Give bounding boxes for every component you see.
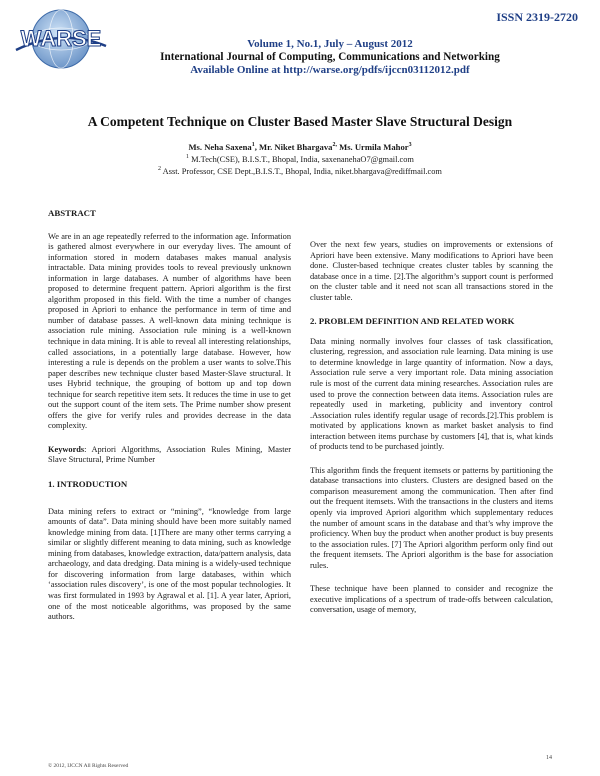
introduction-heading: 1. INTRODUCTION: [48, 479, 128, 490]
affiliation-2-text: Asst. Professor, CSE Dept.,B.I.S.T., Bhopal, India, niket.bhargava@rediffmail.com: [161, 166, 442, 176]
abstract-text: We are in an age repeatedly referred to the information age. Information is gathered almost everywhere in our everyday lives. The amount of information stored in modern databases makes manual analysis intractable. Data mining provides tools to reveal previously unknown information in large databases. A number of algorithms have been proposed to determine frequent pattern. Apriori algorithm is the first algorithm proposed in this field. With the time a number of changes proposed in Apriori to enhance the performance in term of time and number of database passes. A well-known data mining technique is association rule mining. Association rule mining is a well-known technique in data mining. It is able to reveal all interesting relationships, called associations, in a potentially large database. However, how interesting a rule is depends on the problem a user wants to solve.This paper describes new technique cluster based Master-Slave structural. It uses Hybrid technique, the grouping of bottom up and top down technique for search repetitive item sets. It reduces the time in use to get out the support count of the item sets. The Prime number show present offers the give for verify rules and provides decrease in the data complexity.: [48, 231, 291, 431]
right-paragraph-2: Data mining normally involves four classes of task classification, clustering, regression, and association rule learning. Data mining is use to determine knowledge in large quantity of information. Now a days, Association rule serve a very important role. Data mining association rule is most of the current data mining researches. Association rules are used to prove the connection between data items. Association rules are repeatedly used in marketing, publicity and inventory control .Association rules identify regular usage of records.[2].This problem is motivated by applications known as market basket analysis to find interaction between items purchase by customers [4], that is, what kinds of products tend to be purchased jointly.: [310, 336, 553, 452]
affiliation-1-sup: 1: [186, 154, 190, 160]
logo-wordmark: WARSE: [20, 26, 102, 51]
author-1: Ms. Neha Saxena: [188, 142, 252, 152]
right-paragraph-1: Over the next few years, studies on improvements or extensions of Apriori have been extensive. Many modifications to Apriori have been done. Cluster-based technique creates cluster tables by scanning the database once in a time. [2].The algorithm’s support count is performed on the cluster table and it need not scan all transactions stored in the cluster table.: [310, 240, 553, 302]
affiliation-1: [0, 154, 600, 164]
volume-line: Volume 1, No.1, July – August 2012: [247, 38, 413, 50]
author-1-sup: 1: [251, 142, 255, 149]
author-separator: ,: [254, 142, 259, 152]
right-paragraph-4: These technique have been planned to consider and recognize the executive implications of a spectrum of trade-offs between calculation, conversation, usage of memory,: [310, 584, 553, 615]
right-column: [310, 240, 553, 616]
online-url[interactable]: Available Online at http://warse.org/pdfs/ijccn03112012.pdf: [190, 64, 470, 76]
author-2-sup: 2,: [332, 142, 337, 149]
paper-title: A Competent Technique on Cluster Based Master Slave Structural Design: [87, 114, 513, 129]
copyright-notice: © 2012, IJCCN All Rights Reserved: [48, 763, 129, 769]
right-paragraph-3: This algorithm finds the frequent itemsets or patterns by partitioning the database transactions into clusters. Clusters are designed based on the comparison measurement among the communication. Then after find out the frequent itemsets. With the transactions in the clusters and items openly via improved Apriori algorithm which supplementary reduces the number of amount scans in the database and that’s why improve the proficiency. When buy the product when another product is buy presents to the association rules. [7] The Apriori algorithm perform only find out the frequent itemsets. The Apriori algorithm is the base for association rules.: [310, 465, 553, 570]
author-list: [0, 142, 600, 152]
introduction-text: Data mining refers to extract or “mining”, “knowledge from large amounts of data”. Data mining should have been more suitably named knowledge mining from data. [1]There are many other terms carrying a similar or slightly different meaning to data mining, such as knowledge mining from databases, knowledge extraction, data/pattern analysis, data archaeology, and data dredging. Data mining is a widely-used technique for discovering information from large databases, within which ‘association rules discovery’, is one of the most popular technologies. It was first formulated in 1993 by Agrawal et al. [1]. A year later, Apriori, one of the most noticeable algorithms, was proposed by the same authors.: [48, 506, 291, 622]
author-3: Ms. Urmila Mahor: [336, 142, 409, 152]
keywords-text: : Apriori Algorithms, Association Rules Mining, Master Slave Structural, Prime Number: [48, 444, 291, 465]
author-2: Mr. Niket Bhargava: [259, 142, 333, 152]
page-number: 14: [546, 755, 552, 761]
affiliation-1-text: M.Tech(CSE), B.I.S.T., Bhopal, India, saxenanehaO7@gmail.com: [189, 154, 414, 164]
affiliation-2: [0, 166, 600, 176]
affiliation-2-sup: 2: [158, 166, 162, 172]
keywords-label: Keywords: [48, 444, 85, 454]
left-column: [48, 208, 291, 623]
keywords: [48, 445, 291, 466]
section-2-heading: 2. PROBLEM DEFINITION AND RELATED WORK: [310, 316, 515, 327]
issn-label: ISSN 2319-2720: [496, 10, 578, 24]
author-3-sup: 3: [408, 142, 412, 149]
abstract-heading: ABSTRACT: [48, 208, 96, 218]
journal-name: International Journal of Computing, Communications and Networking: [160, 51, 500, 63]
